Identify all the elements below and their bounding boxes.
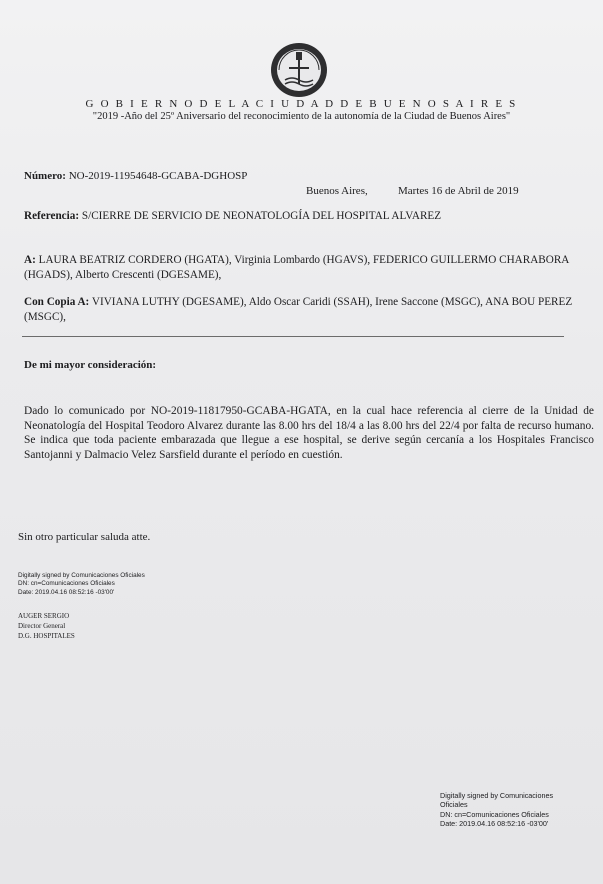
signature-line-2: DN: cn=Comunicaciones Oficiales (18, 580, 115, 588)
footer-stamp-line-1: Digitally signed by Comunicaciones (440, 791, 554, 800)
divider (22, 336, 564, 337)
numero-label: Número: (24, 170, 66, 182)
document-number (24, 170, 247, 182)
cc-value: VIVIANA LUTHY (DGESAME), Aldo Oscar Caridi (SSAH), Irene Saccone (MSGC), ANA BOU PEREZ (MSGC), (24, 296, 573, 323)
footer-signature-stamp (440, 791, 590, 829)
footer-stamp-line-2: Oficiales (440, 800, 468, 810)
government-header: G O B I E R N O D E L A C I U D A D D E B U E N O S A I R E S (85, 98, 518, 110)
closing-line: Sin otro particular saluda atte. (18, 531, 151, 543)
signer-name: AUGER SERGIO (18, 612, 70, 620)
document-date: Martes 16 de Abril de 2019 (398, 185, 519, 197)
signature-line-1: Digitally signed by Comunicaciones Oficiales (18, 572, 145, 579)
recipients-cc (24, 295, 584, 325)
referencia-value: S/CIERRE DE SERVICIO DE NEONATOLOGÍA DEL HOSPITAL ALVAREZ (81, 210, 442, 222)
signer-department: D.G. HOSPITALES (18, 632, 75, 640)
city-seal-icon (267, 40, 331, 98)
body-paragraph: Dado lo comunicado por NO-2019-11817950-GCABA-HGATA, en la cual hace referencia al cierre de la Unidad de Neonatología del Hospital Teodoro Alvarez durante las 8.00 hrs del 18/4 a las 8.00 hrs del 22/4 por falta de recurso humano. Se indica que toda paciente embarazada que llegue a ese hospital, se derive según cercanía a los Hospitales Francisco Santojanni y Dalmacio Velez Sarsfield durante el período en cuestión. (24, 405, 594, 461)
digital-signature-stamp (18, 572, 145, 597)
numero-value: NO-2019-11954648-GCABA-DGHOSP (68, 170, 248, 182)
document-reference (24, 210, 441, 222)
to-label: A: (24, 254, 36, 266)
year-motto: "2019 -Año del 25º Aniversario del reconocimiento de la autonomía de la Ciudad de Buenos Aires" (92, 111, 511, 122)
footer-stamp-line-4: Date: 2019.04.16 08:52:16 -03'00' (440, 819, 549, 829)
greeting: De mi mayor consideración: (24, 359, 157, 371)
signer-title: Director General (18, 622, 66, 630)
signer-block (18, 611, 75, 641)
cc-label: Con Copia A: (24, 296, 90, 308)
footer-stamp-line-3: DN: cn=Comunicaciones Oficiales (440, 809, 549, 819)
signature-line-3: Date: 2019.04.16 08:52:16 -03'00' (18, 588, 115, 596)
referencia-label: Referencia: (24, 210, 80, 222)
document-place: Buenos Aires, (306, 185, 368, 197)
to-value: LAURA BEATRIZ CORDERO (HGATA), Virginia Lombardo (HGAVS), FEDERICO GUILLERMO CHARABORA (HGADS), Alberto Crescenti (DGESAME), (24, 254, 569, 281)
recipients-to (24, 253, 584, 283)
